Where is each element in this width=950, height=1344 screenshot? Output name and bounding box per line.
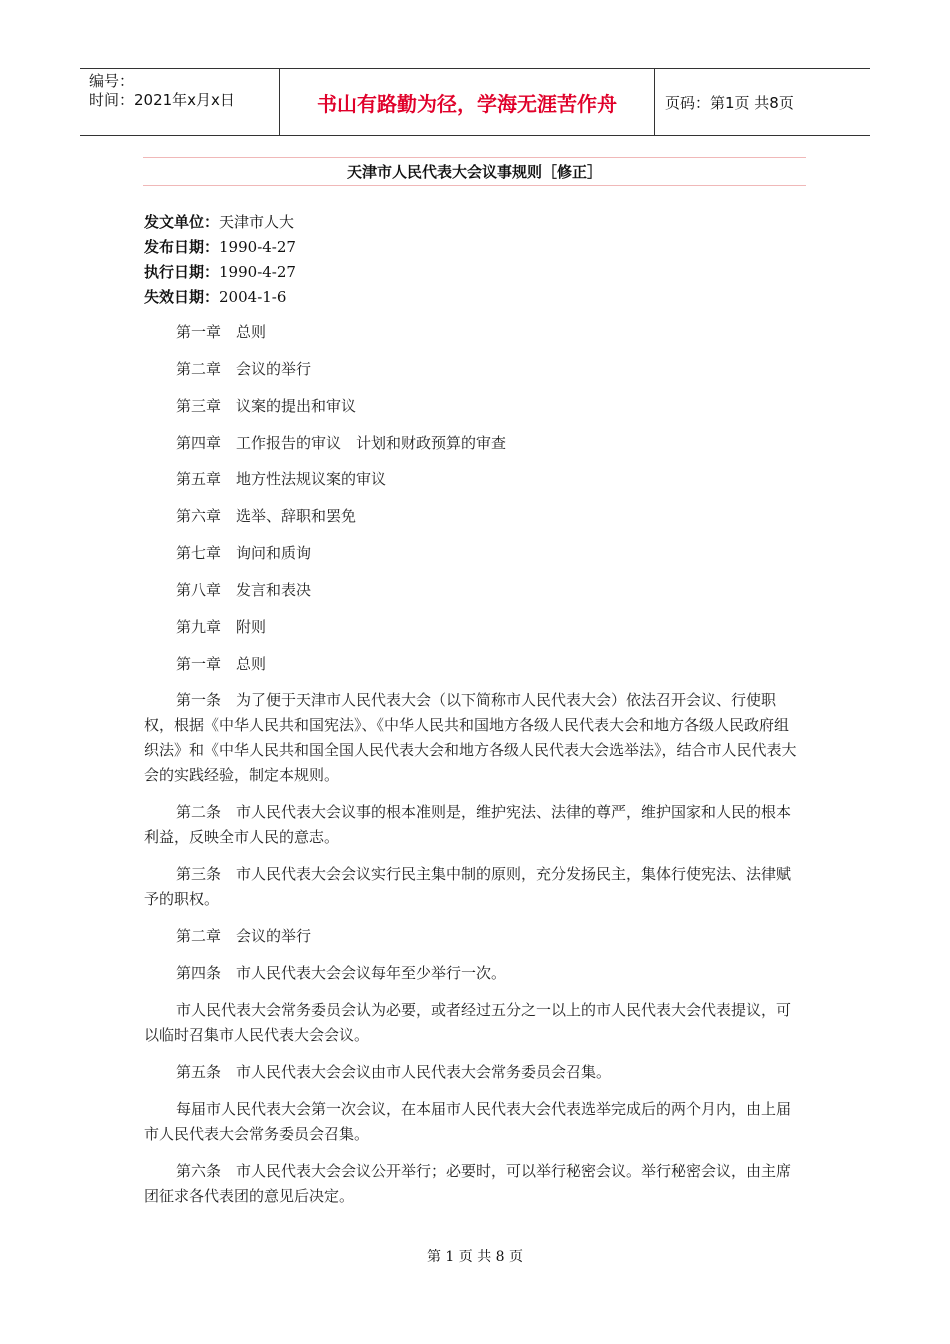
toc-item: 第八章 发言和表决: [176, 580, 312, 599]
article-paragraph: 第二条 市人民代表大会议事的根本准则是，维护宪法、法律的尊严，维护国家和人民的根本利益，反映全市人民的意志。: [144, 803, 792, 847]
time-label: 时间：2021年x月x日: [89, 91, 235, 109]
meta-issuer: 发文单位：天津市人大: [144, 213, 295, 231]
chapter-heading: 第一章 总则: [176, 654, 267, 673]
toc-item: 第三章 议案的提出和审议: [176, 396, 357, 415]
motto: 书山有路勤为径，学海无涯苦作舟: [280, 69, 655, 135]
header-left-cell: [80, 69, 280, 135]
header-table: [80, 68, 870, 136]
toc-item: 第二章 会议的举行: [176, 359, 312, 378]
number-label: 编号：: [89, 72, 135, 90]
article-paragraph: 市人民代表大会常务委员会认为必要，或者经过五分之一以上的市人民代表大会代表提议，可以临时召集市人民代表大会会议。: [144, 1001, 792, 1045]
toc-item: 第九章 附则: [176, 617, 267, 636]
meta-expiry-date: 失效日期：2004-1-6: [144, 288, 287, 306]
article-paragraph: 第三条 市人民代表大会会议实行民主集中制的原则，充分发扬民主，集体行使宪法、法律赋予的职权。: [144, 865, 792, 909]
toc-item: 第七章 询问和质询: [176, 544, 312, 563]
toc-item: 第六章 选举、辞职和罢免: [176, 507, 357, 526]
document-title: 天津市人民代表大会议事规则［修正］: [346, 163, 602, 181]
article-paragraph: 每届市人民代表大会第一次会议，在本届市人民代表大会代表选举完成后的两个月内，由上届市人民代表大会常务委员会召集。: [144, 1100, 792, 1144]
page-footer: 第 1 页 共 8 页: [426, 1249, 524, 1265]
chapter-heading: 第二章 会议的举行: [176, 927, 312, 946]
toc-item: 第四章 工作报告的审议 计划和财政预算的审查: [176, 433, 507, 452]
meta-effective-date: 执行日期：1990-4-27: [144, 263, 296, 281]
document-meta: [144, 210, 296, 310]
page-info: 页码：第1页 共8页: [665, 93, 794, 112]
title-top-rule: [143, 157, 806, 158]
article-paragraph: 第一条 为了便于天津市人民代表大会（以下简称市人民代表大会）依法召开会议、行使职权，根据《中华人民共和国宪法》、《中华人民共和国地方各级人民代表大会和地方各级人民政府组织法》和《中华人民共和国全国人民代表大会和地方各级人民代表大会选举法》，结合市人民代表大会的实践经验，制定本规则。: [144, 691, 797, 785]
article-paragraph: 第四条 市人民代表大会会议每年至少举行一次。: [176, 964, 507, 983]
article-paragraph: 第五条 市人民代表大会会议由市人民代表大会常务委员会召集。: [176, 1063, 612, 1082]
toc-item: 第五章 地方性法规议案的审议: [176, 470, 387, 489]
article-paragraph: 第六条 市人民代表大会会议公开举行；必要时，可以举行秘密会议。举行秘密会议，由主席团征求各代表团的意见后决定。: [144, 1162, 792, 1206]
title-bottom-rule: [143, 185, 806, 186]
document-body: [144, 320, 800, 1221]
toc-item: 第一章 总则: [176, 323, 267, 341]
meta-publish-date: 发布日期：1990-4-27: [144, 238, 296, 256]
